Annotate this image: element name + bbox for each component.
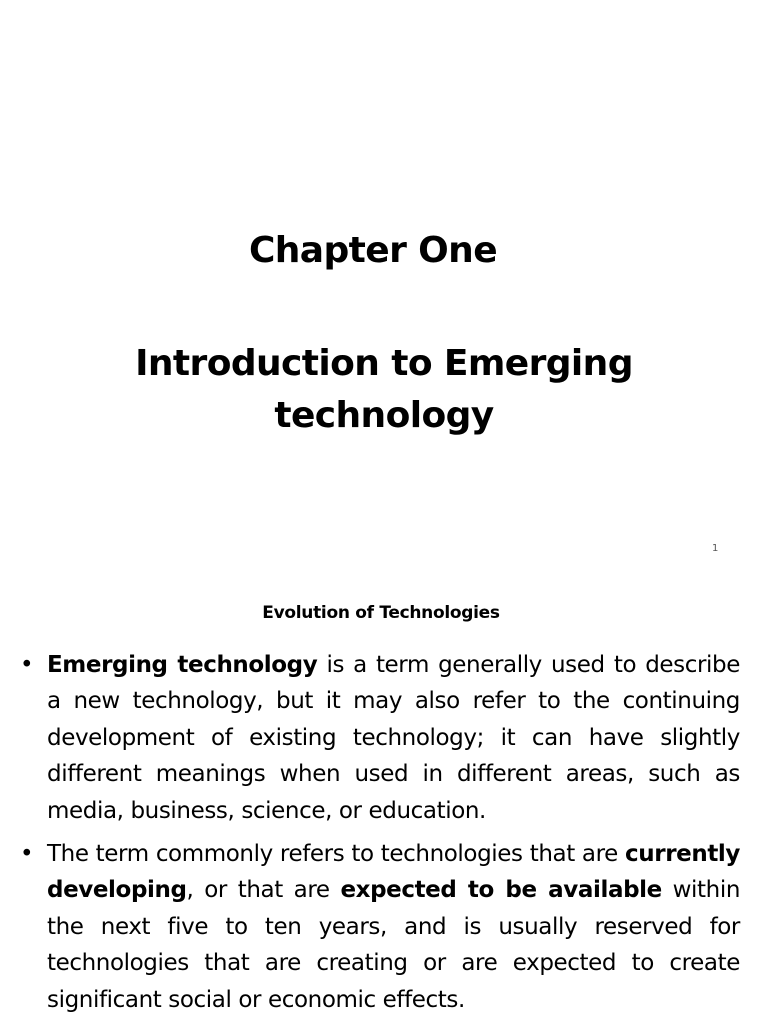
chapter-subtitle (0, 338, 768, 442)
bullet-text: within the next five to ten years, and is usually reserved for technologies that are creating or are expected to create significant social or economic effects. (47, 877, 740, 1013)
page-number: 1 (712, 543, 719, 554)
bullet-icon: • (20, 652, 34, 678)
bold-term-currently-developing: currently developing (47, 841, 740, 904)
content-slide (0, 576, 768, 1024)
bold-term-emerging-technology: Emerging technology (47, 652, 318, 678)
bullet-text: is a term generally used to describe a new technology, but it may also refer to the continuing development of existing technology; it can have slightly different meanings when used in different areas, such as media, business, science, or education. (47, 652, 741, 824)
bullet-text: , or that are (186, 877, 341, 904)
bullet-list (20, 647, 740, 1025)
chapter-subtitle-line-1: Introduction to Emerging (135, 343, 633, 384)
bold-term-expected-available: expected to be available (340, 877, 662, 904)
bullet-item-term-refers (20, 836, 740, 1018)
chapter-title: Chapter One (248, 230, 498, 271)
chapter-subtitle-line-2: technology (274, 395, 494, 436)
bullet-item-emerging-technology (20, 647, 740, 829)
bullet-text: The term commonly refers to technologies that are (47, 841, 626, 868)
section-heading: Evolution of Technologies (262, 603, 500, 623)
bullet-icon: • (20, 841, 34, 868)
